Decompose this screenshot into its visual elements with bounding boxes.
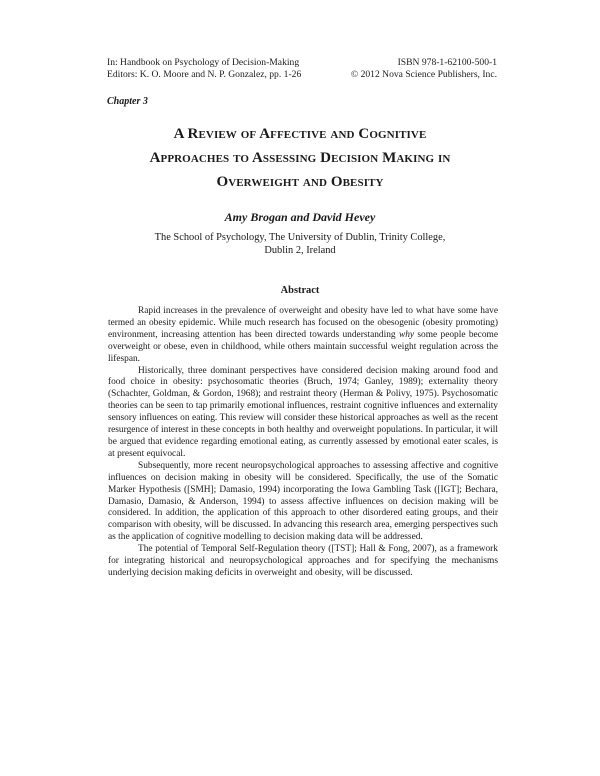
chapter-title [100,122,500,194]
affiliation-line-2: Dublin 2, Ireland [264,245,336,256]
abstract-paragraph-4: The potential of Temporal Self-Regulation theory ([TST]; Hall & Fong, 2007), as a framework for integrating historical and neuropsychological approaches and for specifying the mechanisms underlying decision making deficits in overweight and obesity, will be discussed. [108,544,498,578]
abstract-paragraph-2: Historically, three dominant perspectives have considered decision making around food and food choice in obesity: psychosomatic theories (Bruch, 1974; Ganley, 1989); externality theory (Schachter, Goldman, & Gordon, 1968); and restraint theory (Herman & Polivy, 1975). Psychosomatic theories can be seen to tap primarily emotional influences, restraint cognitive influences and externality sensory influences on eating. This review will consider these historical approaches as well as the recent resurgence of interest in these concepts in both healthy and overweight populations. In particular, it will be argued that evidence regarding emotional eating, as currently assessed by emotional eater scales, is at present equivocal. [108,365,498,459]
abstract-body [108,306,498,580]
abstract-heading: Abstract [280,285,320,296]
chapter-label: Chapter 3 [107,96,148,107]
running-header-line-2 [107,69,497,81]
book-citation: In: Handbook on Psychology of Decision-Making [107,57,300,68]
isbn: ISBN 978-1-62100-500-1 [397,57,497,68]
affiliation-line-1: The School of Psychology, The University of Dublin, Trinity College, [154,232,446,243]
abstract-paragraph-1 [108,306,498,366]
title-line-1: A Review of Affective and Cognitive [173,126,427,142]
affiliation [100,231,500,257]
abstract-p1-text-b: some people become overweight or obese, even in childhood, while others maintain successful weight regulation across the lifespan. [108,329,498,364]
title-line-3: Overweight and Obesity [216,174,384,190]
abstract-paragraph-3: Subsequently, more recent neuropsychological approaches to assessing affective and cognitive influences on decision making in obesity will be considered. Specifically, the use of the Somatic Marker Hypothesis ([SMH]; Damasio, 1994) incorporating the Iowa Gambling Task ([IGT]; Bechara, Damasio, Damasio, & Anderson, 1994) to assess affective influences on decision making will be considered. In addition, the application of this approach to other disordered eating groups, and their comparison with obesity, will be discussed. In advancing this research area, emerging perspectives such as the application of cognitive modelling to decision making data will be addressed. [108,460,498,543]
abstract-p1-emphasis: why [398,329,415,340]
editors-citation: Editors: K. O. Moore and N. P. Gonzalez, pp. 1-26 [107,69,302,80]
abstract-p1-text-a: Rapid increases in the prevalence of overweight and obesity have led to what have some have termed an obesity epidemic. While much research has focused on the obesogenic (obesity promoting) environment, increasing attention has been directed towards understanding [108,306,498,340]
copyright: © 2012 Nova Science Publishers, Inc. [350,69,497,80]
running-header-line-1 [107,57,497,69]
authors: Amy Brogan and David Hevey [224,210,376,224]
title-line-2: Approaches to Assessing Decision Making in [149,150,451,166]
